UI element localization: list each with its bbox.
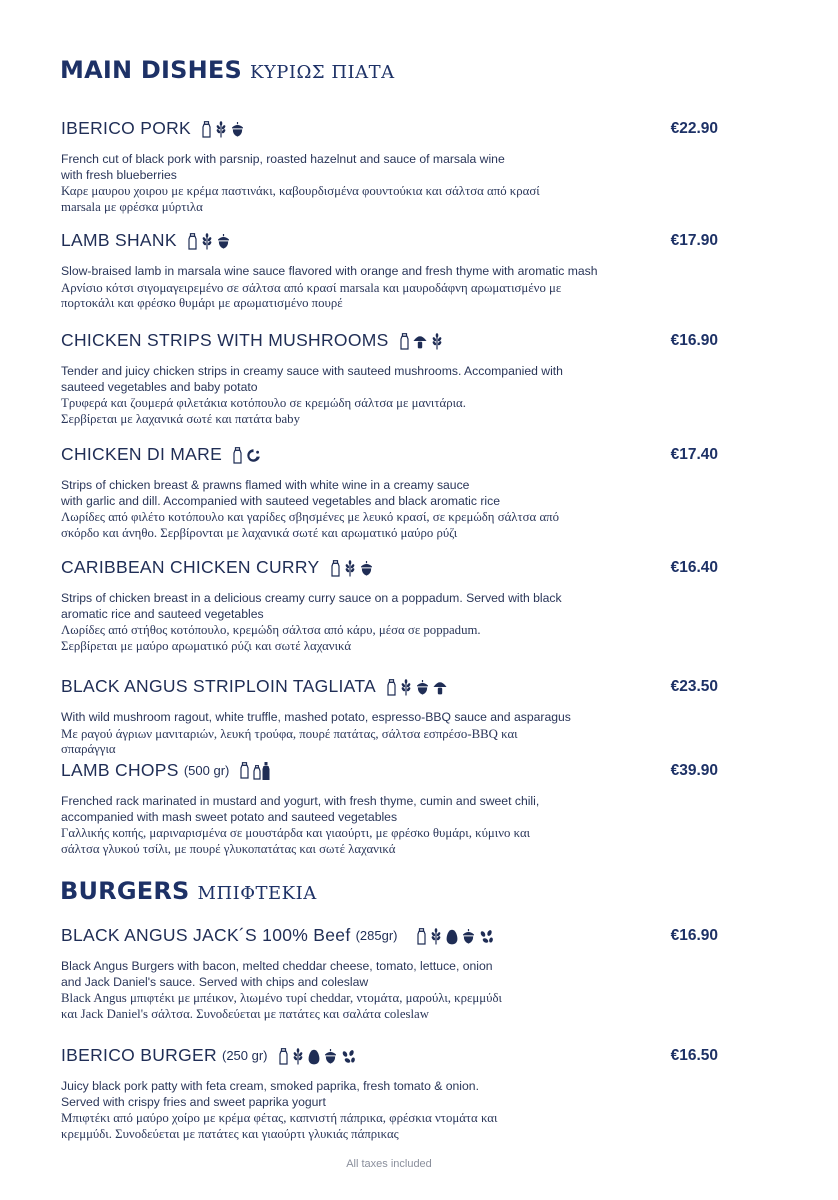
description-line: Λωρίδες από στήθος κοτόπουλο, κρεμώδη σάλτσα από κάρυ, μέσα σε poppadum. (61, 623, 481, 637)
dish-price: €23.50 (670, 678, 718, 695)
description-english (61, 1079, 661, 1110)
wheat-icon (215, 119, 229, 138)
sesame-icon (341, 1046, 358, 1065)
dish-item (61, 444, 781, 541)
nut-icon (360, 558, 375, 577)
wheat-icon (400, 677, 414, 696)
description-greek (61, 510, 651, 541)
description-line: and Jack Daniel's sauce. Served with chips and coleslaw (61, 974, 369, 989)
description-line: Γαλλικής κοπής, μαριναρισμένα σε μουστάρδα και γιαούρτι, με φρέσκο θυμάρι, κύμινο και (61, 826, 531, 840)
dish-item (61, 230, 781, 312)
description-greek (61, 281, 651, 312)
nut-icon (231, 119, 246, 138)
description-line: accompanied with mash sweet potato and sauteed vegetables (61, 809, 398, 824)
dish-item (61, 925, 781, 1022)
description-greek (61, 826, 651, 857)
dish-header (61, 1045, 781, 1069)
dish-name: IBERICO PORK (61, 118, 192, 138)
dish-name: LAMB SHANK (61, 230, 177, 250)
allergen-icons (417, 926, 498, 945)
allergen-icons (400, 331, 447, 350)
egg-icon (446, 926, 460, 945)
nut-icon (462, 926, 477, 945)
section-title-en: BURGERS (60, 877, 190, 905)
nut-icon (217, 231, 232, 250)
description-greek (61, 1111, 651, 1142)
description-line: Frenched rack marinated in mustard and yogurt, with fresh thyme, cumin and sweet chili, (61, 794, 540, 808)
wheat-icon (430, 926, 444, 945)
nut-icon (324, 1046, 339, 1065)
dish-name: IBERICO BURGER (61, 1045, 217, 1065)
dish-header (61, 925, 781, 949)
description-greek (61, 623, 651, 654)
description-line: With wild mushroom ragout, white truffle, mashed potato, espresso-BBQ sauce and asparagus (61, 710, 571, 724)
description-line: marsala με φρέσκα μύρτιλα (61, 199, 203, 214)
description-line: Tender and juicy chicken strips in creamy sauce with sauteed mushrooms. Accompanied with (61, 364, 563, 378)
dish-header (61, 676, 781, 700)
allergen-icons (331, 558, 377, 577)
description-line: Strips of chicken breast & prawns flamed with white wine in a creamy sauce (61, 478, 470, 492)
description-english (61, 591, 661, 622)
dish-weight: (500 gr) (183, 763, 230, 778)
dish-header (61, 557, 781, 581)
dish-header (61, 118, 781, 142)
description-english (61, 152, 661, 183)
milk-bottle-icon (202, 119, 213, 138)
description-line: και Jack Daniel's σάλτσα. Συνοδεύεται με πατάτες και σαλάτα coleslaw (61, 1006, 429, 1021)
wheat-icon (292, 1046, 306, 1065)
dish-name: CHICKEN DI MARE (61, 444, 223, 464)
sesame-icon (479, 926, 496, 945)
milk-bottle-icon (331, 558, 342, 577)
description-line: σπαράγγια (61, 742, 116, 756)
dish-header (61, 760, 781, 784)
section-title-gr: ΚΥΡΙΩΣ ΠΙΑΤΑ (249, 62, 395, 83)
wheat-icon (344, 558, 358, 577)
allergen-icons (202, 119, 248, 138)
description-line: Αρνίσιο κότσι σιγομαγειρεμένο σε σάλτσα από κρασί marsala και μαυροδάφνη αρωματισμένο με (61, 280, 562, 295)
description-line: sauteed vegetables and baby potato (61, 379, 258, 394)
dish-name: BLACK ANGUS JACK´S 100% Beef (61, 925, 351, 945)
description-line: σκόρδο και άνηθο. Σερβίρονται με λαχανικά σωτέ και αρωματικό μαύρο ρύζι (61, 525, 458, 540)
description-line: πορτοκάλι και φρέσκο θυμάρι με αρωματισμένο πουρέ (61, 296, 343, 310)
shrimp-icon (246, 445, 263, 464)
milk-bottle-icon (188, 231, 199, 250)
allergen-icons (240, 760, 277, 781)
description-line: Σερβίρεται με μαύρο αρωματικό ρύζι και σωτέ λαχανικά (61, 638, 352, 653)
dish-item (61, 1045, 781, 1142)
description-line: with fresh blueberries (61, 167, 177, 182)
description-line: σάλτσα γλυκού τσίλι, με πουρέ γλυκοπατάτας και σωτέ λαχανικά (61, 841, 396, 856)
description-greek (61, 184, 651, 215)
description-english (61, 794, 661, 825)
milk-bottle-icon (240, 760, 251, 779)
description-line: Καρε μαυρου χοιρου με κρέμα παστινάκι, καβουρδισμένα φουντούκια και σάλτσα από κρασί (61, 184, 540, 198)
dish-item (61, 760, 781, 857)
dish-price: €39.90 (670, 762, 718, 779)
milk-bottle-icon (417, 926, 428, 945)
dish-item (61, 557, 781, 654)
dish-price: €22.90 (670, 120, 718, 137)
description-line: aromatic rice and sauteed vegetables (61, 606, 264, 621)
description-line: Served with crispy fries and sweet paprika yogurt (61, 1094, 326, 1109)
milk-bottle-icon (279, 1046, 290, 1065)
egg-icon (308, 1046, 322, 1065)
dish-price: €16.90 (670, 927, 718, 944)
description-line: Black Angus Burgers with bacon, melted cheddar cheese, tomato, lettuce, onion (61, 959, 493, 973)
description-line: Strips of chicken breast in a delicious creamy curry sauce on a poppadum. Served with black (61, 591, 562, 605)
allergen-icons (188, 231, 234, 250)
description-line: Σερβίρεται με λαχανικά σωτέ και πατάτα baby (61, 411, 300, 426)
description-line: Μπιφτέκι από μαύρο χοίρο με κρέμα φέτας, καπνιστή πάπρικα, φρέσκια ντομάτα και (61, 1111, 498, 1125)
milk-bottle-icon (233, 445, 244, 464)
description-english (61, 959, 661, 990)
description-english (61, 710, 661, 726)
dish-header (61, 444, 781, 468)
description-line: Με ραγού άγριων μανιταριών, λευκή τρούφα, πουρέ πατάτας, σάλτσα εσπρέσο-BBQ και (61, 726, 518, 741)
description-english (61, 264, 661, 280)
description-line: κρεμμύδι. Συνοδεύεται με πατάτες και γιαούρτι γλυκιάς πάπρικας (61, 1126, 399, 1141)
dish-price: €17.90 (670, 232, 718, 249)
description-line: Τρυφερά και ζουμερά φιλετάκια κοτόπουλο σε κρεμώδη σάλτσα με μανιτάρια. (61, 396, 466, 410)
description-line: Slow-braised lamb in marsala wine sauce flavored with orange and fresh thyme with aromatic mash (61, 264, 598, 278)
section-title-en: MAIN DISHES (60, 56, 242, 84)
allergen-icons (387, 677, 451, 696)
description-line: French cut of black pork with parsnip, roasted hazelnut and sauce of marsala wine (61, 152, 505, 166)
nut-icon (416, 677, 431, 696)
dish-item (61, 330, 781, 427)
wheat-icon (201, 231, 215, 250)
description-english (61, 478, 661, 509)
footer-note: All taxes included (346, 1158, 432, 1170)
description-line: Juicy black pork patty with feta cream, smoked paprika, fresh tomato & onion. (61, 1079, 479, 1093)
mustard-icon (253, 760, 275, 781)
dish-name: CHICKEN STRIPS WITH MUSHROOMS (61, 330, 389, 350)
allergen-icons (279, 1046, 360, 1065)
mushroom-icon (413, 331, 429, 350)
section-title-burgers (60, 877, 317, 905)
description-greek (61, 727, 651, 758)
section-title-main-dishes (60, 56, 395, 84)
description-line: with garlic and dill. Accompanied with sauteed vegetables and black aromatic rice (61, 493, 500, 508)
description-line: Λωρίδες από φιλέτο κοτόπουλο και γαρίδες σβησμένες με λευκό κρασί, σε κρεμώδη σάλτσα από (61, 510, 560, 524)
description-greek (61, 396, 651, 427)
dish-name: BLACK ANGUS STRIPLOIN TAGLIATA (61, 676, 377, 696)
allergen-icons (233, 445, 265, 464)
dish-name: LAMB CHOPS (61, 760, 179, 780)
dish-item (61, 676, 781, 758)
description-greek (61, 991, 651, 1022)
milk-bottle-icon (387, 677, 398, 696)
description-line: Black Angus μπιφτέκι με μπέικον, λιωμένο τυρί cheddar, ντομάτα, μαρούλι, κρεμμύδι (61, 991, 502, 1005)
milk-bottle-icon (400, 331, 411, 350)
dish-header (61, 230, 781, 254)
dish-name: CARIBBEAN CHICKEN CURRY (61, 557, 320, 577)
mushroom-icon (433, 677, 449, 696)
dish-weight: (250 gr) (221, 1048, 268, 1063)
dish-price: €16.90 (670, 332, 718, 349)
section-title-gr: ΜΠΙΦΤΕΚΙΑ (197, 883, 317, 904)
dish-price: €17.40 (670, 446, 718, 463)
dish-price: €16.50 (670, 1047, 718, 1064)
dish-price: €16.40 (670, 559, 718, 576)
dish-weight: (285gr) (355, 928, 398, 943)
wheat-icon (431, 331, 445, 350)
dish-header (61, 330, 781, 354)
description-english (61, 364, 661, 395)
dish-item (61, 118, 781, 215)
